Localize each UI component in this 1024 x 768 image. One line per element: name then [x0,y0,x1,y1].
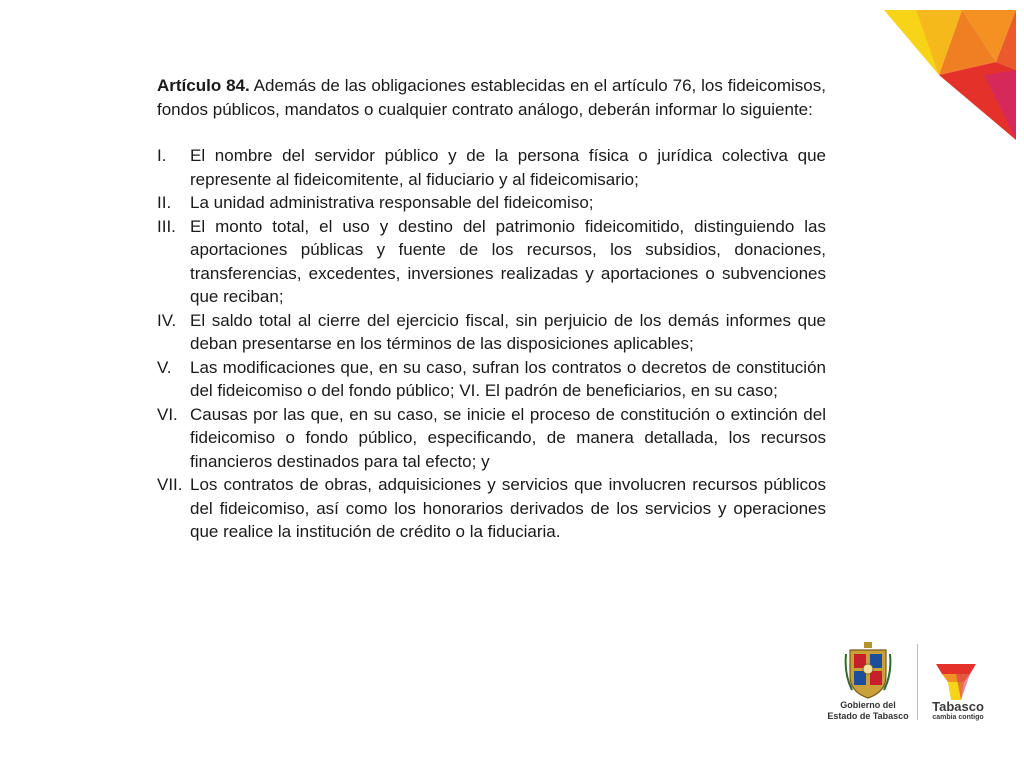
item-text: El monto total, el uso y destino del patrimonio fideicomitido, distinguiendo las aportaciones públicas y fuente de los recursos, los subsidios, donaciones, transferencias, excedentes, inversiones realizadas y aportaciones o subvenciones que reciban; [190,216,826,306]
item-number: IV. [157,310,177,330]
state-crest-icon [844,640,892,700]
footer-logos [826,640,1006,730]
gobierno-label [826,700,910,722]
item-number: II. [157,193,172,212]
item-number: III. [157,216,176,236]
corner-decoration [884,0,1024,150]
tabasco-brand: Tabasco [932,699,984,714]
list-item [157,356,826,403]
list-item [157,403,826,474]
item-number: VI. [157,404,178,424]
tabasco-slogan: cambia contigo [932,714,984,721]
article-items-list [157,144,826,544]
item-number: V. [157,357,172,377]
item-text: Los contratos de obras, adquisiciones y servicios que involucren recursos públicos del fideicomiso, así como los honorarios derivados de los servicios y operaciones que realice la institución de crédito o la fiduciaria. [190,475,826,541]
logo-divider [917,644,918,720]
list-item [157,144,826,191]
item-number: VII. [157,475,183,494]
article-lead: Artículo 84. [157,76,250,95]
list-item [157,473,826,544]
article-intro-text: Además de las obligaciones establecidas en el artículo 76, los fideicomisos, fondos públicos, mandatos o cualquier contrato análogo, deberán informar lo siguiente: [157,76,826,119]
list-item [157,191,826,215]
article-intro [157,74,826,121]
list-item [157,215,826,309]
item-text: La unidad administrativa responsable del fideicomiso; [190,193,594,212]
item-text: Causas por las que, en su caso, se inicie el proceso de constitución o extinción del fideicomiso o fondo público, especificando, de manera detallada, los recursos financieros destinados para tal efecto; y [190,404,826,471]
gobierno-line2: Estado de Tabasco [827,711,909,721]
article-body [157,74,826,544]
list-item [157,309,826,356]
gobierno-line1: Gobierno del [840,700,896,710]
item-text: El nombre del servidor público y de la persona física o jurídica colectiva que represente al fideicomitente, al fiduciario y al fideicomisario; [190,146,826,189]
item-text: Las modificaciones que, en su caso, sufran los contratos o decretos de constitución del fideicomiso o del fondo público; VI. El padrón de beneficiarios, en su caso; [190,357,826,400]
item-number: I. [157,146,167,165]
item-text: El saldo total al cierre del ejercicio fiscal, sin perjuicio de los demás informes que deban presentarse en los términos de las disposiciones aplicables; [190,310,826,353]
tabasco-t-logo-icon [934,662,978,702]
